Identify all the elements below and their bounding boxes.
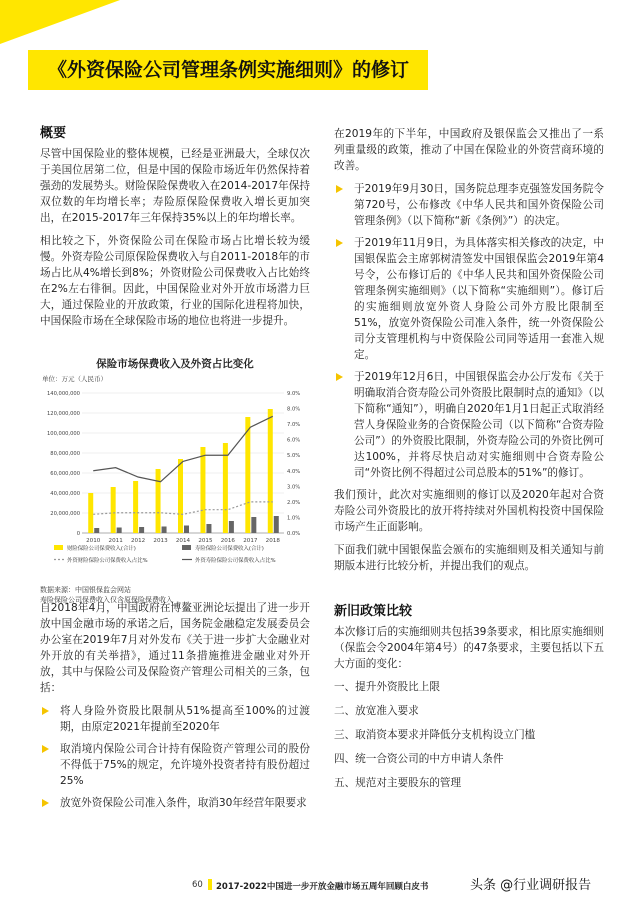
footer-accent (208, 879, 212, 890)
page-footer (0, 876, 640, 896)
comparison-intro: 本次修订后的实施细则共包括39条要求，相比原实施细则（保监会令2004年第4号）的47条要求，主要包括以下五大方面的变化： (334, 626, 604, 670)
y2-tick-label: 1.0% (287, 515, 301, 522)
x-tick-label: 2018 (265, 538, 280, 544)
bullet-triangle-icon (42, 745, 49, 753)
x-tick-label: 2015 (198, 538, 213, 544)
y-tick-label: 40,000,000 (50, 491, 80, 497)
y2-tick-label: 2.0% (287, 499, 301, 506)
bullet-triangle-icon (336, 373, 343, 381)
legend-label: 寿险保险公司保费收入(合计) (195, 546, 264, 552)
y2-tick-label: 0.0% (287, 531, 301, 537)
forecast-paragraph: 我们预计，此次对实施细则的修订以及2020年起对合资寿险公司外资股比的放开将持续对外国机构投资中国保险市场产生正面影响。 (334, 489, 604, 533)
bar (94, 528, 99, 533)
page-title: 《外资保险公司管理条例实施细则》的修订 (48, 59, 410, 81)
bar (200, 447, 205, 533)
y-tick-label: 80,000,000 (50, 451, 80, 457)
change-list (334, 679, 604, 791)
bar (133, 481, 138, 533)
y-tick-label: 0 (76, 531, 80, 537)
bar (223, 443, 228, 533)
corner-accent (0, 0, 120, 44)
chart-svg (40, 373, 310, 585)
measure-text: 放宽外资保险公司准入条件，取消30年经营年限要求 (60, 797, 307, 809)
policy-text: 于2019年11月9日，为具体落实相关修改的决定，中国银保监会主席郭树清签发中国银保监会2019年第4号令，公布修订后的《中华人民共和国外资保险公司管理条例实施细则》（以下简称“实施细则”）。修订后的实施细则放宽外资人身险公司外方股比限制至51%，放宽外资保险公司准入条件，统一外资保险公司分支管理机构与中资保险公司同等适用一套准入规定。 (354, 237, 604, 361)
legend-label: 外资寿险保险公司保费收入占比% (195, 558, 276, 564)
y2-tick-label: 3.0% (287, 484, 301, 491)
chart-source-text: 数据来源：中国银保监会网站 (40, 586, 131, 594)
y-tick-label: 140,000,000 (46, 391, 80, 397)
overview-paragraph-1: 尽管中国保险业的整体规模，已经是亚洲最大，全球仅次于美国位居第二位，但是中国的保险市场近年仍然保持着强劲的发展势头。财险保险保费收入在2014-2017年保持双位数的年均增长率；寿险原保险保费收入增长更加突出，在2015-2017年三年保持35%以上的年均增长率。 (40, 148, 310, 224)
list-item (40, 703, 310, 735)
y-tick-label: 120,000,000 (46, 411, 80, 417)
chart-note-text: 寿险保险公司保费收入仅含原保险保费收入 (40, 596, 173, 604)
bar (184, 526, 189, 534)
y2-tick-label: 4.0% (287, 468, 301, 475)
page-number: 60 (192, 880, 203, 890)
bar (111, 487, 116, 533)
analysis-paragraph: 下面我们就中国银保监会颁布的实施细则及相关通知与前期版本进行比较分析，并提出我们的观点。 (334, 544, 604, 572)
measure-text: 取消境内保险公司合计持有保险资产管理公司的股份不得低于75%的规定，允许境外投资者持有股份超过25% (60, 743, 310, 787)
bullet-triangle-icon (336, 239, 343, 247)
x-tick-label: 2012 (130, 538, 146, 544)
bullet-triangle-icon (42, 799, 49, 807)
y2-tick-label: 8.0% (287, 406, 301, 413)
x-tick-label: 2013 (153, 538, 168, 544)
legend-swatch (182, 545, 191, 550)
bar (274, 516, 279, 533)
policy-list (334, 181, 604, 481)
watermark: 头条 @行业调研报告 (470, 878, 592, 893)
left-axis-label: 单位：万元（人民币） (42, 375, 107, 383)
y2-tick-label: 6.0% (287, 437, 301, 444)
bar (117, 528, 122, 534)
bar (88, 493, 93, 533)
legend-label: 外资财险保险公司保费收入占比% (67, 558, 148, 564)
bar (229, 521, 234, 533)
list-item (334, 181, 604, 229)
list-item: 五、规范对主要股东的管理 (334, 777, 462, 789)
premium-chart (40, 356, 310, 588)
policy-text: 于2019年12月6日，中国银保监会办公厅发布《关于明确取消合资寿险公司外资股比限制时点的通知》（以下简称“通知”），明确自2020年1月1日起正式取消经营人身保险业务的合资保险公司（以下简称“合资寿险公司”）的外资股比限制，外资寿险公司的外资比例可达100%，并将尽快启动对实施细则中合资寿险公司“外资比例不得超过公司总股本的51%”的修订。 (354, 371, 604, 479)
x-tick-label: 2016 (220, 538, 236, 544)
overview-section (40, 126, 310, 336)
list-item: 二、放宽准入要求 (334, 705, 419, 717)
overview-paragraph-2: 相比较之下，外资保险公司在保险市场占比增长较为缓慢。外资寿险公司原保险保费收入与自2011-2018年的市场占比从4%增长到8%；外资财险公司保费收入占比始终在2%左右徘徊。因此，中国保险业对外开放市场潜力巨大，通过保险业的开放政策，行业的国际化进程将加快，中国保险市场在全球保险市场的地位也将进一步提升。 (40, 235, 310, 327)
legend-swatch (54, 545, 63, 550)
measures-section (40, 600, 310, 817)
x-tick-label: 2011 (108, 538, 123, 544)
measures-list (40, 703, 310, 811)
bar (162, 527, 167, 534)
y-tick-label: 60,000,000 (50, 471, 80, 477)
comparison-section (334, 604, 604, 799)
policy-text: 于2019年9月30日，国务院总理李克强签发国务院令第720号，公布修改《中华人民共和国外资保险公司管理条例》（以下简称“新《条例》”）的决定。 (354, 183, 604, 227)
overview-heading: 概要 (40, 126, 67, 141)
bar (245, 417, 250, 533)
bar (206, 524, 211, 533)
list-item (40, 795, 310, 811)
x-tick-label: 2014 (175, 538, 191, 544)
list-item (334, 369, 604, 481)
y2-tick-label: 7.0% (287, 422, 301, 429)
measures-paragraph: 自2018年4月，中国政府在博鳌亚洲论坛提出了进一步开放中国金融市场的承诺之后，国务院金融稳定发展委员会办公室在2019年7月对外发布《关于进一步扩大金融业对外开放的有关举措》，通过11条措施推进金融业对外开放，其中与保险公司及保险资产管理公司相关的三条，包括： (40, 602, 310, 694)
policy-section (334, 126, 604, 581)
bullet-triangle-icon (42, 707, 49, 715)
legend-label: 财险保险公司保费收入(合计) (67, 546, 136, 552)
footer-title: 2017-2022中国进一步开放金融市场五周年回顾白皮书 (216, 882, 429, 892)
comparison-heading: 新旧政策比较 (334, 604, 413, 619)
list-item: 一、提升外资股比上限 (334, 681, 440, 693)
y2-tick-label: 9.0% (287, 391, 301, 397)
bar (178, 459, 183, 533)
bar (251, 517, 256, 533)
list-item (334, 235, 604, 363)
y2-tick-label: 5.0% (287, 453, 301, 460)
list-item (40, 741, 310, 789)
bar (139, 527, 144, 533)
title-banner (28, 50, 428, 90)
list-item: 四、统一合资公司的中方申请人条件 (334, 753, 504, 765)
x-tick-label: 2017 (243, 538, 258, 544)
bullet-triangle-icon (336, 185, 343, 193)
bar (156, 469, 161, 533)
chart-title: 保险市场保费收入及外资占比变化 (96, 358, 254, 370)
y-tick-label: 100,000,000 (46, 431, 80, 437)
policy-paragraph: 在2019年的下半年，中国政府及银保监会又推出了一系列重量级的政策，推动了中国在保险业的外资营商环境的改善。 (334, 128, 604, 172)
list-item: 三、取消资本要求并降低分支机构设立门槛 (334, 729, 536, 741)
x-tick-label: 2010 (86, 538, 101, 544)
y-tick-label: 20,000,000 (50, 511, 80, 517)
bar (268, 409, 273, 533)
measure-text: 将人身险外资股比限制从51%提高至100%的过渡期，由原定2021年提前至2020年 (60, 705, 310, 733)
